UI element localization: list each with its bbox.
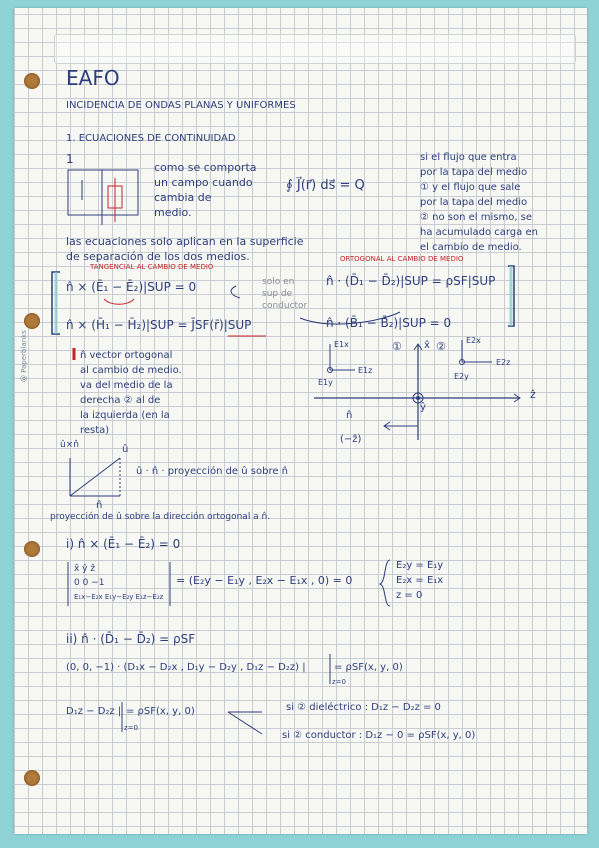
brace-results: E₂y = E₁y E₂x = E₁x z = 0 — [396, 560, 444, 601]
margin-watermark: @ Paperblanks — [20, 330, 28, 382]
equation-d-normal: n̂ · (D̄₁ − D̄₂)|SUP = ρSF|SUP — [326, 274, 496, 288]
label-e1x: E1x — [334, 340, 349, 349]
case-conductor: si ② conductor : D₁z − 0 = ρSF(x, y, 0) — [282, 730, 476, 741]
z0-label: z=0 — [332, 678, 346, 686]
normal-neg-z-label: (−ẑ) — [340, 434, 362, 445]
medium-2-label: ② — [436, 340, 446, 353]
matrix-result: = (E₂y − E₁y , E₂x − E₁x , 0) = 0 — [176, 574, 353, 587]
tangential-label: TANGENCIAL AL CAMBIO DE MEDIO — [90, 263, 214, 271]
cross-matrix: x̂ ŷ ẑ 0 0 −1 E₁x−E₂x E₁y−E₂y E₁z−E₂z — [74, 564, 164, 601]
label-e2x: E2x — [466, 336, 481, 345]
normal-vector-note: n̂ vector ortogonal al cambio de medio. va del medio de la derecha ② al de la izquierda (en la resta) — [80, 350, 182, 436]
integral-equation: ∮ J⃗(r⃗) ds⃗ = Q — [286, 178, 365, 193]
case-dielectric: si ② dieléctrico : D₁z − D₂z = 0 — [286, 702, 441, 713]
dot-product-rhs: = ρSF(x, y, 0) — [334, 662, 403, 673]
equation-b-normal: n̂ · (B̄₁ − B̄₂)|SUP = 0 — [326, 316, 452, 330]
proj-below-text: proyección de û sobre la dirección ortogonal a n̂. — [50, 512, 271, 522]
axis-z-label: ẑ — [530, 388, 536, 401]
only-conductor-note: solo en sup de conductor — [262, 277, 308, 311]
orthogonal-label: ORTOGONAL AL CAMBIO DE MEDIO — [340, 255, 464, 263]
final-left-rhs: = ρSF(x, y, 0) — [126, 706, 195, 717]
normal-n-label: n̂ — [346, 410, 353, 421]
dot-product-line: (0, 0, −1) · (D₁x − D₂x , D₁y − D₂y , D₁z − D₂z) | — [66, 662, 306, 673]
section-heading: 1. ECUACIONES DE CONTINUIDAD — [66, 133, 236, 144]
item-number: 1 — [66, 152, 74, 166]
proj-n: n̂ — [96, 500, 103, 511]
page-subtitle: INCIDENCIA DE ONDAS PLANAS Y UNIFORMES — [66, 100, 296, 111]
proj-u: û — [122, 444, 129, 455]
label-e1y: E1y — [318, 378, 333, 387]
final-left: D₁z − D₂z | — [66, 706, 122, 717]
proj-label: û · n̂ · proyección de û sobre n̂ — [136, 466, 289, 477]
intro-right-text: si el flujo que entra por la tapa del medio ① y el flujo que sale por la tapa del medio ② no son el mismo, se ha acumulado carga en el cambio de medio. — [420, 152, 538, 253]
label-e2y: E2y — [454, 372, 469, 381]
intro-left-text: como se comporta un campo cuando cambia de medio. — [154, 161, 257, 219]
z0-label-2: z=0 — [124, 724, 138, 732]
condition-ii: ii) n̂ · (D̄₁ − D̄₂) = ρSF — [66, 632, 196, 646]
label-e2z: E2z — [496, 358, 511, 367]
axis-x-label: x̂ — [424, 340, 430, 351]
condition-i: i) n̂ × (Ē₁ − Ē₂) = 0 — [66, 537, 181, 551]
apply-text: las ecuaciones solo aplican en la superficie de separación de los dos medios. — [66, 235, 304, 263]
axis-y-label: ŷ — [420, 402, 426, 413]
page-title: EAFO — [66, 66, 120, 90]
equation-h-tangential: n̂ × (H̄₁ − H̄₂)|SUP = J̄SF(r̄)|SUP — [66, 318, 252, 332]
medium-1-label: ① — [392, 340, 402, 353]
equation-e-tangential: n̂ × (Ē₁ − Ē₂)|SUP = 0 — [66, 280, 197, 294]
label-e1z: E1z — [358, 366, 373, 375]
proj-uxn: û×n̂ — [60, 440, 79, 450]
